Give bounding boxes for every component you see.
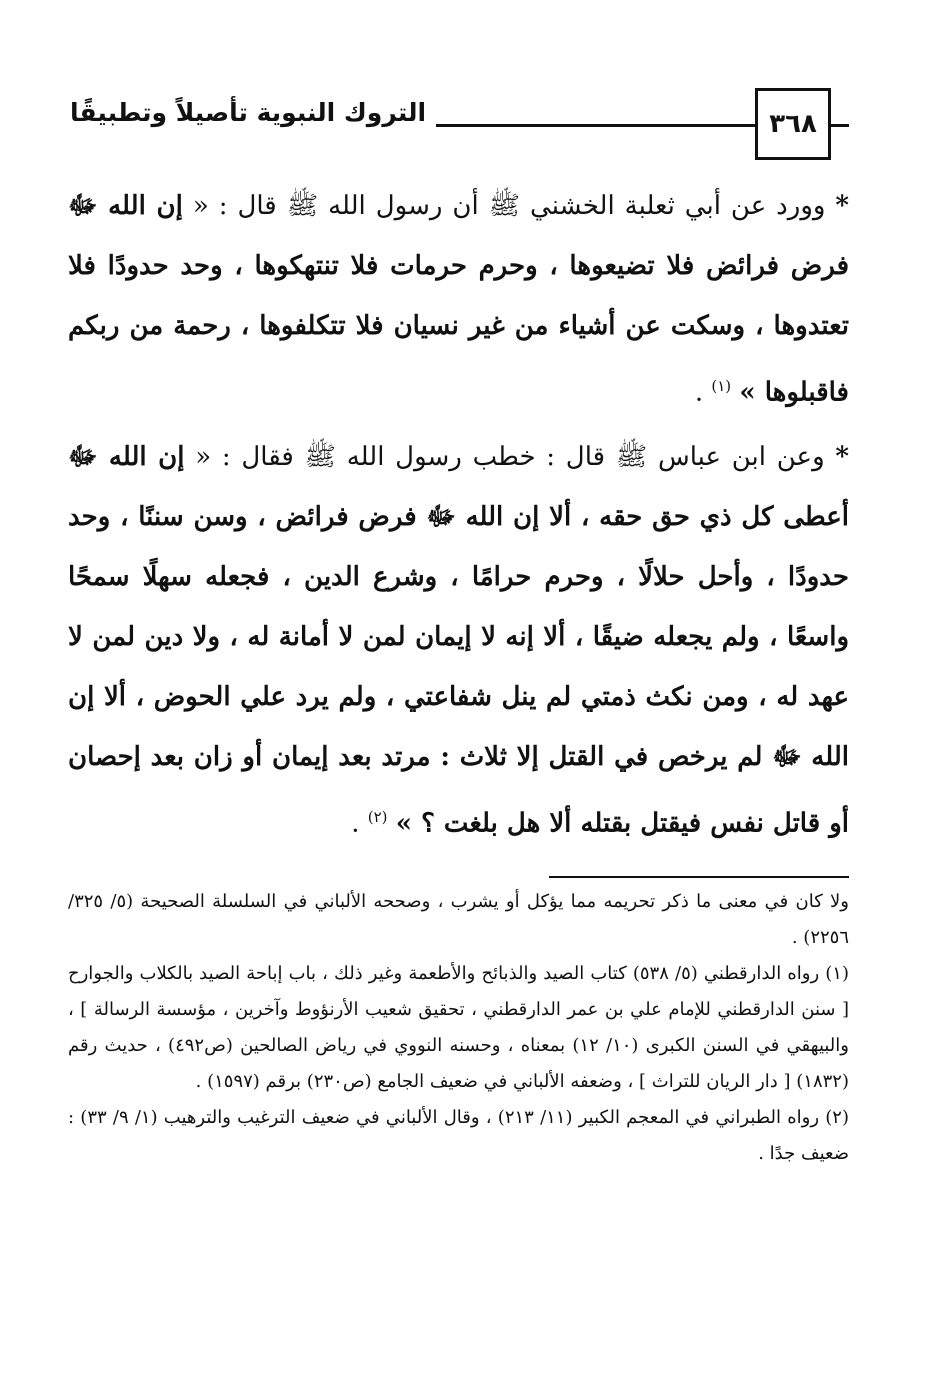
- paragraph-bullet: *: [835, 191, 850, 221]
- footnotes: [68, 884, 849, 1172]
- running-title: التروك النبوية تأصيلاً وتطبيقًا: [60, 98, 436, 127]
- footnote-reference: (٢): [367, 807, 388, 826]
- page-number: ٣٦٨: [755, 88, 831, 160]
- footnote-continuation: ولا كان في معنى ما ذكر تحريمه مما يؤكل أو يشرب ، وصححه الألباني في السلسلة الصحيحة (٥/ ٣٢٥/ ٢٢٥٦) .: [68, 891, 849, 948]
- narration-intro: وورد عن أبي ثعلبة الخشني ﷺ أن رسول الله ﷺ قال : «: [192, 191, 826, 221]
- paragraph-bullet: *: [835, 441, 849, 472]
- footnote-2: (٢) رواه الطبراني في المعجم الكبير (١١/ ٢١٣) ، وقال الألباني في ضعيف الترغيب والترهيب (١/ ٩/ ٣٣) : ضعيف جدًا .: [68, 1107, 849, 1164]
- narration-intro: وعن ابن عباس ﷺ قال : خطب رسول الله ﷺ فقال : «: [195, 441, 825, 472]
- footnote-1: (١) رواه الدارقطني (٥/ ٥٣٨) كتاب الصيد والذبائح والأطعمة وغير ذلك ، باب إباحة الصيد بالكلاب والجوارح [ سنن الدارقطني للإمام علي بن عمر الدارقطني ، تحقيق شعيب الأرنؤوط وآخرين ، مؤسسة الرسالة ] ، والبيهقي في السنن الكبرى (١٠/ ١٢) بمعناه ، وحسنه النووي في رياض الصالحين (ص٤٩٢) ، حديث رقم (١٨٣٢) [ دار الريان للتراث ] ، وضعفه الألباني في ضعيف الجامع (ص٢٣٠) برقم (١٥٩٧) .: [68, 963, 849, 1092]
- paragraph-2: [68, 427, 849, 854]
- paragraph-end: .: [694, 377, 704, 408]
- paragraph-1: [68, 176, 849, 423]
- page-header: [68, 84, 849, 154]
- hadith-text: إن الله ﷻ فرض فرائض فلا تضيعوها ، وحرم حرمات فلا تنتهكوها ، وحد حدودًا فلا تعتدوها ، وسكت عن أشياء من غير نسيان فلا تتكلفوها ، رحمة من ربكم فاقبلوها »: [68, 191, 849, 408]
- paragraph-end: .: [351, 808, 360, 839]
- footnote-reference: (١): [711, 377, 732, 395]
- main-text: [68, 176, 849, 857]
- hadith-text: إن الله ﷻ أعطى كل ذي حق حقه ، ألا إن الله ﷻ فرض فرائض ، وسن سننًا ، وحد حدودًا ، وأحل حلالًا ، وحرم حرامًا ، وشرع الدين ، فجعله سهلًا سمحًا واسعًا ، ولم يجعله ضيقًا ، ألا إنه لا إيمان لمن لا أمانة له ، ولا دين لمن لا عهد له ، ومن نكث ذمتي لم ينل شفاعتي ، ولم يرد علي الحوض ، ألا إن الله ﷻ لم يرخص في القتل إلا ثلاث : مرتد بعد إيمان أو زان بعد إحصان أو قاتل نفس فيقتل بقتله ألا هل بلغت ؟ »: [68, 441, 849, 839]
- footnote-separator: [549, 876, 849, 878]
